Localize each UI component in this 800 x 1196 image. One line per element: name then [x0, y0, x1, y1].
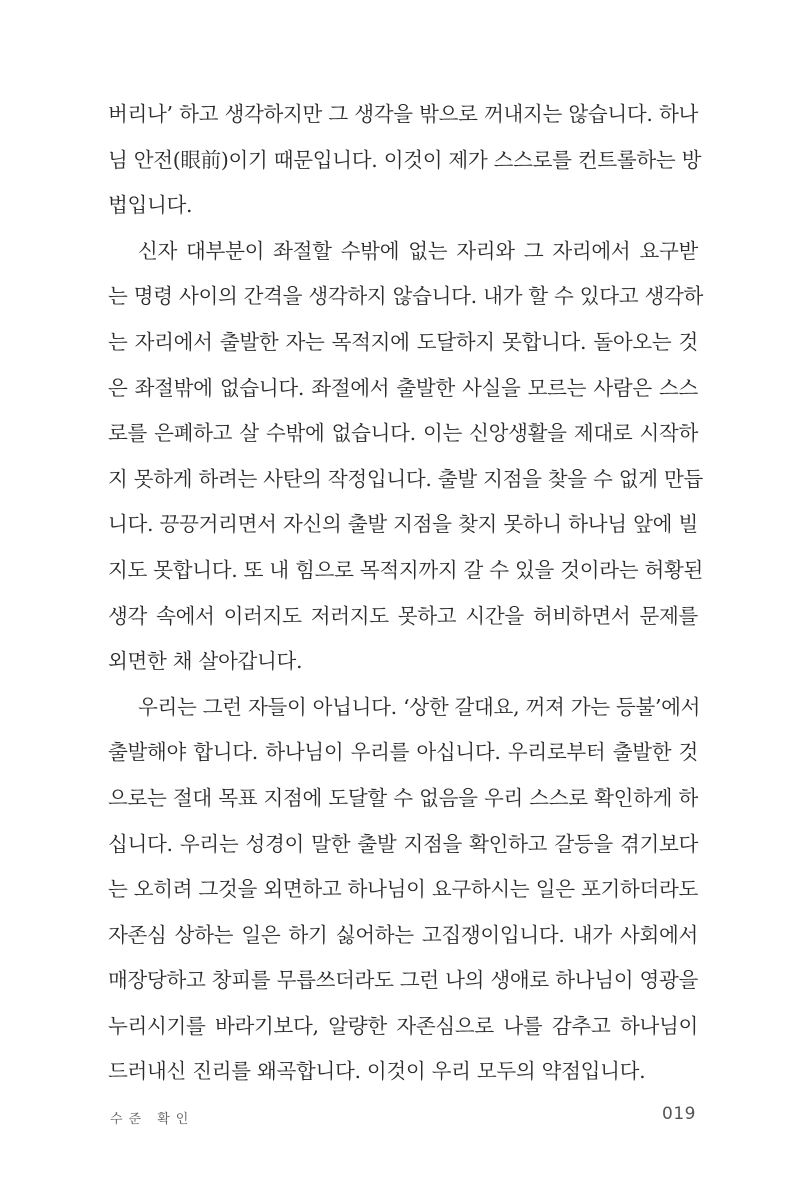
- text-line: 십니다. 우리는 성경이 말한 출발 지점을 확인하고 갈등을 겪기보다: [108, 831, 698, 856]
- text-line: 은 좌절밖에 없습니다. 좌절에서 출발한 사실을 모르는 사람은 스스: [108, 375, 698, 400]
- text-line: 지 못하게 하려는 사탄의 작정입니다. 출발 지점을 찾을 수 없게 만듭: [108, 466, 703, 491]
- text-line: 매장당하고 창피를 무릅쓰더라도 그런 나의 생애로 하나님이 영광을: [108, 968, 698, 993]
- text-line: 는 자리에서 출발한 자는 목적지에 도달하지 못합니다. 돌아오는 것: [108, 329, 698, 354]
- text-line: 니다. 끙끙거리면서 자신의 출발 지점을 찾지 못하니 하나님 앞에 빌: [108, 512, 698, 537]
- text-line: 으로는 절대 목표 지점에 도달할 수 없음을 우리 스스로 확인하게 하: [108, 785, 698, 810]
- text-line: 지도 못합니다. 또 내 힘으로 목적지까지 갈 수 있을 것이라는 허황된: [108, 557, 703, 582]
- text-line: 드러내신 진리를 왜곡합니다. 이것이 우리 모두의 약점입니다.: [108, 1059, 646, 1084]
- text-line: 자존심 상하는 일은 하기 싫어하는 고집쟁이입니다. 내가 사회에서: [108, 922, 698, 947]
- paragraph-start-line: 신자 대부분이 좌절할 수밖에 없는 자리와 그 자리에서 요구받: [138, 238, 698, 263]
- text-line: 출발해야 합니다. 하나님이 우리를 아십니다. 우리로부터 출발한 것: [108, 740, 698, 765]
- text-line: 생각 속에서 이러지도 저러지도 못하고 시간을 허비하면서 문제를: [108, 603, 698, 628]
- text-line: 법입니다.: [108, 193, 193, 218]
- running-footer-title: 수준 확인: [110, 1112, 195, 1127]
- text-line: 버리나’ 하고 생각하지만 그 생각을 밖으로 꺼내지는 않습니다. 하나: [108, 102, 698, 126]
- text-line: 로를 은폐하고 살 수밖에 없습니다. 이는 신앙생활을 제대로 시작하: [108, 421, 698, 446]
- text-line: 누리시기를 바라기보다, 알량한 자존심으로 나를 감추고 하나님이: [108, 1013, 698, 1038]
- text-line: 외면한 채 살아갑니다.: [108, 649, 303, 674]
- page-number: 019: [662, 1104, 696, 1124]
- text-line: 님 안전(眼前)이기 때문입니다. 이것이 제가 스스로를 컨트롤하는 방: [108, 147, 702, 172]
- page-body: [108, 92, 703, 1095]
- paragraph-start-line: 우리는 그런 자들이 아닙니다. ‘상한 갈대요, 꺼져 가는 등불’에서: [138, 694, 701, 719]
- text-line: 는 오히려 그것을 외면하고 하나님이 요구하시는 일은 포기하더라도: [108, 877, 698, 902]
- text-line: 는 명령 사이의 간격을 생각하지 않습니다. 내가 할 수 있다고 생각하: [108, 284, 703, 309]
